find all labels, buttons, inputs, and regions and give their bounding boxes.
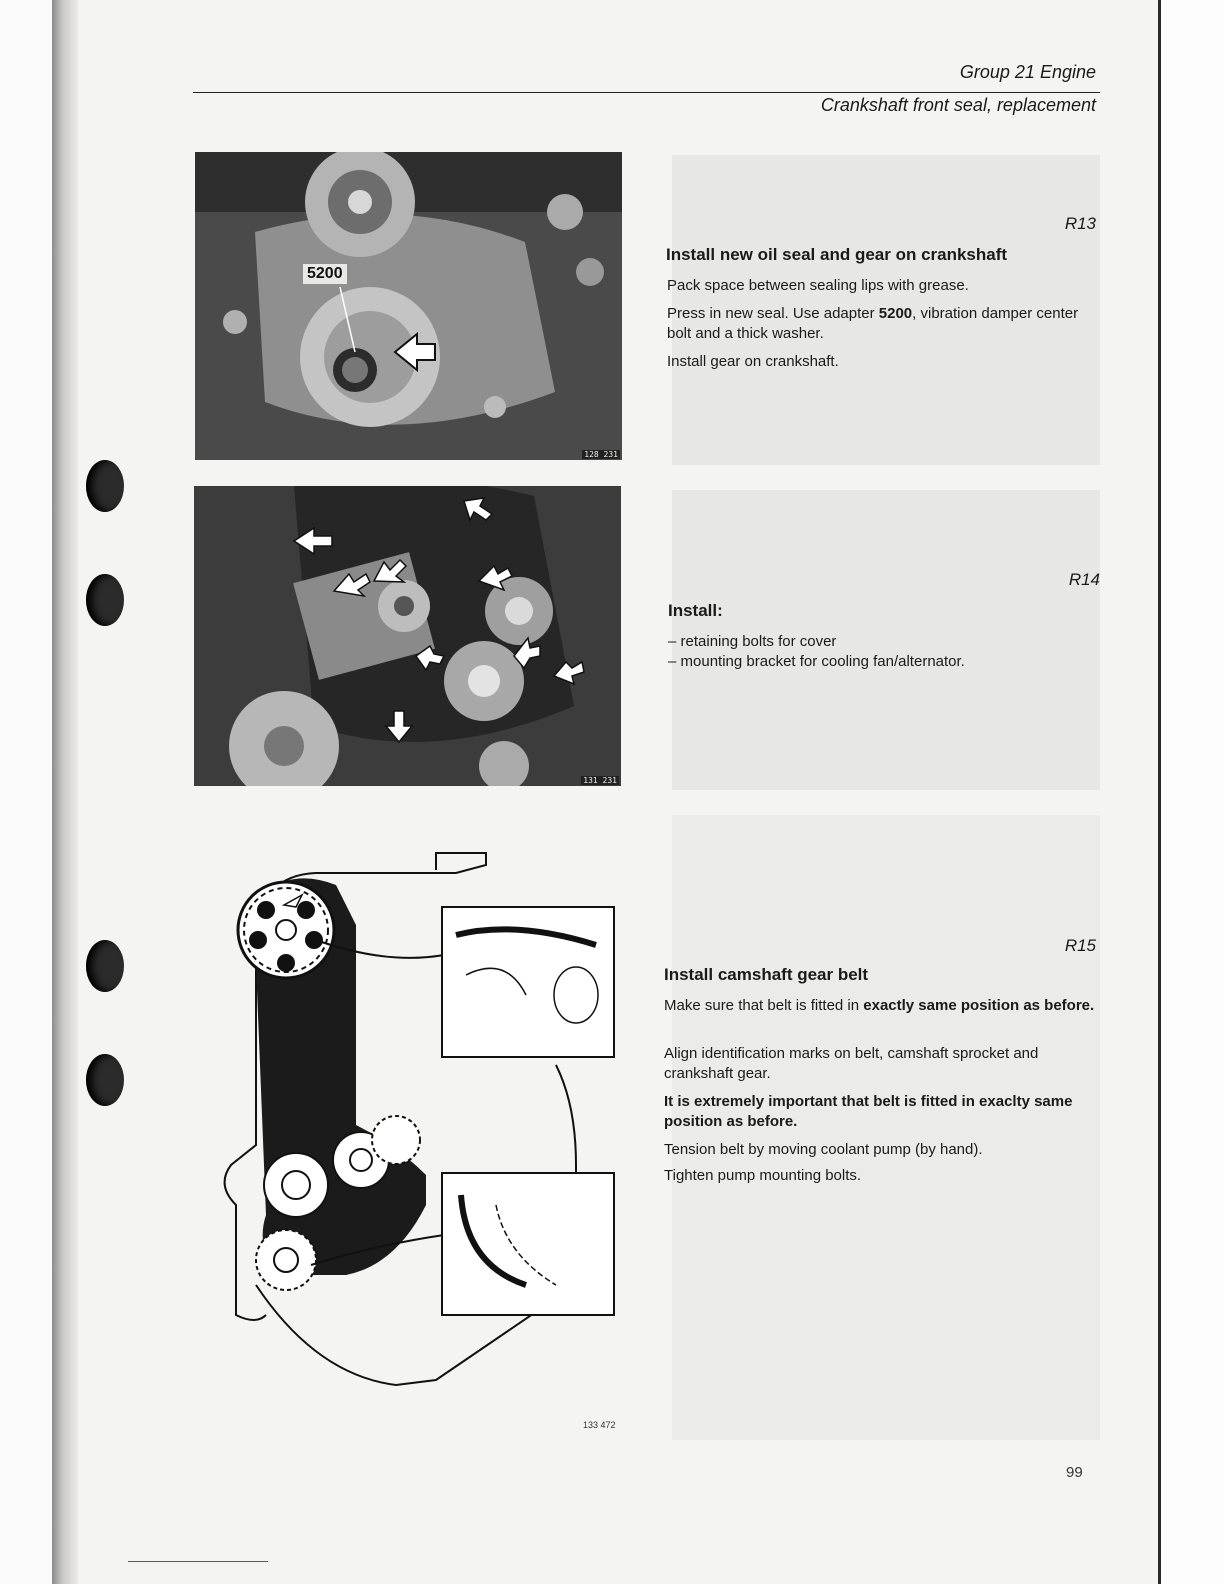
list-item: – mounting bracket for cooling fan/alternator.	[668, 653, 965, 670]
timing-belt-diagram	[196, 845, 621, 1400]
step-paragraph: Tighten pump mounting bolts.	[664, 1167, 862, 1184]
page-right-edge	[1158, 0, 1161, 1584]
step-paragraph: Press in new seal. Use adapter 5200, vibration damper center bolt and a thick washer.	[667, 305, 1079, 342]
tool-callout-label: 5200	[303, 264, 347, 284]
tool-number: 5200	[878, 305, 913, 322]
step-warning: It is extremely important that belt is fitted in exaclty same position as before.	[664, 1093, 1073, 1130]
header-section-title: Crankshaft front seal, replacement	[820, 95, 1096, 115]
binder-hole	[86, 1054, 124, 1106]
page-right-margin	[1160, 0, 1224, 1584]
step-title: Install:	[668, 601, 723, 620]
step-title: Install camshaft gear belt	[664, 965, 869, 984]
binder-hole	[86, 574, 124, 626]
figure-id: 131 231	[583, 776, 617, 785]
page-left-margin	[0, 0, 52, 1584]
figure-photo-oil-seal	[195, 152, 622, 460]
step-title: Install new oil seal and gear on crankshaft	[666, 245, 1008, 264]
step-paragraph: Pack space between sealing lips with grease.	[667, 277, 969, 294]
header-group-title: Group 21 Engine	[959, 62, 1096, 82]
step-paragraph: Align identification marks on belt, camshaft sprocket and crankshaft gear.	[664, 1045, 1039, 1082]
binder-hole	[86, 940, 124, 992]
step-paragraph: Install gear on crankshaft.	[667, 353, 839, 370]
binding-shadow	[52, 0, 78, 1584]
page-number: 99	[1066, 1464, 1083, 1481]
step-list	[668, 632, 965, 672]
footer-link-line	[128, 1561, 268, 1562]
figure-id: 128 231	[584, 450, 618, 459]
step-paragraph: Make sure that belt is fitted in exactly same position as before.	[664, 997, 1095, 1014]
figure-id: 133 472	[583, 1420, 616, 1430]
step-ref: R14	[1068, 570, 1100, 589]
list-item: – retaining bolts for cover	[668, 633, 837, 650]
figure-photo-cover-bolts	[194, 486, 621, 786]
step-ref: R13	[1064, 214, 1096, 233]
step-paragraph: Tension belt by moving coolant pump (by hand).	[664, 1141, 983, 1158]
step-ref: R15	[1064, 936, 1096, 955]
header-rule	[193, 92, 1100, 93]
binder-hole	[86, 460, 124, 512]
engine-photo-illustration	[194, 486, 621, 786]
engine-photo-illustration	[195, 152, 622, 460]
